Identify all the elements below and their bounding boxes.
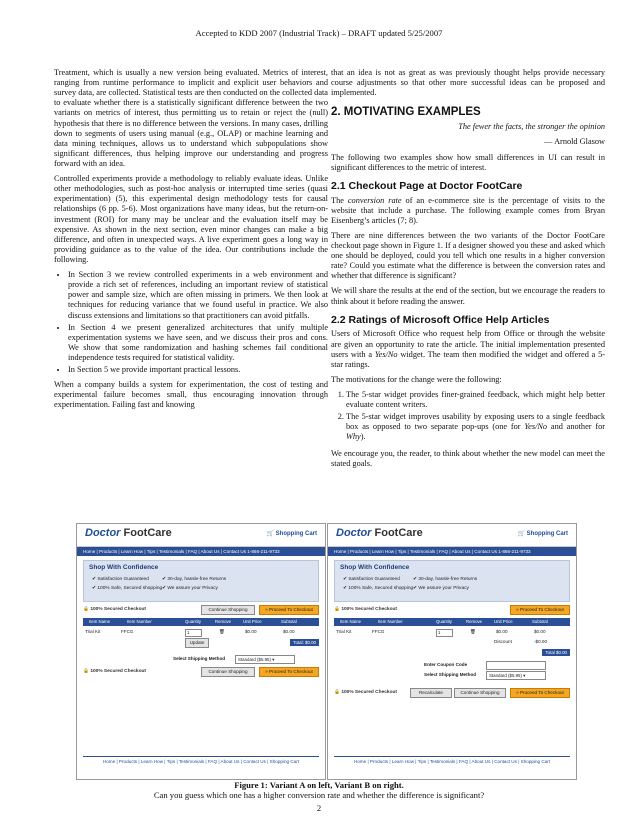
right-paragraph-1: that an idea is not as great as was previously thought helps provide necessary course adjustments so that other more successful ideas can be proposed and implemented. xyxy=(331,68,605,98)
shop-with-confidence-box xyxy=(83,560,319,602)
update-button[interactable]: Update xyxy=(185,638,209,648)
recalculate-button[interactable]: Recalculate xyxy=(410,688,452,698)
quantity-field[interactable]: 1 xyxy=(185,629,202,637)
shopping-cart-link[interactable]: 🛒 Shopping Cart xyxy=(266,531,317,537)
subtotal: $0.00 xyxy=(534,629,546,634)
col-header: Remove xyxy=(466,619,483,624)
secured-checkout-label: 🔒 100% Secured Checkout xyxy=(83,607,147,612)
secured-checkout-label: 🔒 100% Secured Checkout xyxy=(334,607,398,612)
guarantee-text: ✔ Satisfaction Guaranteed xyxy=(92,577,149,582)
cart-table-header xyxy=(83,618,319,626)
coupon-label: Enter Coupon Code xyxy=(424,662,468,667)
right-column xyxy=(331,68,605,474)
continue-shopping-button[interactable]: Continue Shopping xyxy=(454,688,506,698)
total-badge: Total: $0.00 xyxy=(290,639,319,646)
site-footer[interactable]: Home | Products | Learn How | Tips | Testimonials | FAQ | About Us | Contact Us | Shopping Cart xyxy=(334,756,570,773)
continue-shopping-button[interactable]: Continue Shopping xyxy=(201,605,255,615)
box-title: Shop With Confidence xyxy=(340,564,410,571)
site-logo: Doctor FootCare xyxy=(85,527,172,539)
table-row xyxy=(83,627,319,637)
right-paragraph-5: We will share the results at the end of the section, but we encourage the readers to think about it before reading the answer. xyxy=(331,286,605,306)
left-paragraph-2: Controlled experiments provide a methodology to reliably evaluate ideas. Unlike other methodologies, such as post-hoc analysis or interrupted time series (quasi experimentation) (5), this experimental design methodology tests for causal relationships (6 pp. 5-6). Most organizations have many ideas, but the return-on-investment (ROI) for many may be unclear and the evaluation itself may be expensive. As shown in the next section, even minor changes can make a big difference, and often in unexpected ways. A live experiment goes a long way in providing guidance as to the value of the idea. Our contributions include the following. xyxy=(54,174,328,264)
figure-caption xyxy=(0,780,638,801)
shipping-select[interactable]: Standard ($5.95) ▾ xyxy=(486,671,546,680)
right-paragraph-4: There are nine differences between the two variants of the Doctor FootCare checkout page shown in Figure 1. If a designer showed you these and asked which one should be deployed, could you tell which one results in a higher conversion rate? Could you estimate what the difference is between the conversion rates and whether that difference is significant? xyxy=(331,230,605,281)
total-badge: Total $0.00 xyxy=(542,649,570,656)
site-header xyxy=(77,524,325,547)
caption-title: Figure 1: Variant A on left, Variant B on right. xyxy=(234,780,404,790)
shipping-label: Select Shipping Method xyxy=(424,672,477,677)
motivations-list xyxy=(331,390,605,443)
left-paragraph-3: When a company builds a system for experimentation, the cost of testing and experimental failure becomes small, thus encouraging innovation through experimentation. Failing fast and knowing xyxy=(54,380,328,410)
guarantee-text: ✔ 30-day, hassle-free Returns xyxy=(413,577,478,582)
running-header: Accepted to KDD 2007 (Industrial Track) – DRAFT updated 5/25/2007 xyxy=(195,28,443,38)
right-paragraph-8: We encourage you, the reader, to think about whether the new model can meet the stated goals. xyxy=(331,448,605,468)
shop-with-confidence-box xyxy=(334,560,570,602)
site-nav: Home | Products | Learn How | Tips | Testimonials | FAQ | About Us | Contact Us 1-866-211-9733 xyxy=(328,547,576,556)
col-header: Unit Price xyxy=(243,619,262,624)
right-paragraph-3: The conversion rate of an e-commerce site is the percentage of visits to the website that include a purchase. The following example comes from Bryan Eisenberg’s articles (7; 8). xyxy=(331,195,605,225)
col-header: Quantity xyxy=(185,619,202,624)
secured-checkout-label: 🔒 100% Secured Checkout xyxy=(334,690,398,695)
list-item: • In Section 5 we provide important practical lessons. xyxy=(68,365,328,375)
shipping-row xyxy=(83,655,319,664)
guarantee-text: ✔ 100% Safe, Secured shopping xyxy=(92,586,163,591)
variant-b-screenshot xyxy=(327,523,577,780)
col-header: Remove xyxy=(215,619,232,624)
right-paragraph-6: Users of Microsoft Office who request help from Office or through the website are given an opportunity to rate the article. The initial implementation presented users with a Yes/No widget. The team then modified the widget and offered a 5-star ratings. xyxy=(331,329,605,369)
left-column xyxy=(54,68,328,416)
checkout-bar-top xyxy=(334,605,570,615)
item-number: FFCG xyxy=(372,629,385,634)
list-item: • In Section 3 we review controlled experiments in a web environment and provide a rich set of references, including an important review of statistical power and sample size, which are often missing in primers. We then look at techniques for reducing variance that we found useful in practice. We also discuss extensions and limitations so that practitioners can avoid pitfalls. xyxy=(68,270,328,321)
table-row xyxy=(334,627,570,637)
proceed-checkout-button[interactable]: » Proceed To Checkout xyxy=(259,667,319,677)
guarantee-text: ✔ 100% Safe, Secured shopping xyxy=(343,586,414,591)
total-row xyxy=(334,648,570,657)
remove-icon[interactable]: 🗑 xyxy=(219,629,225,634)
caption-text: Can you guess which one has a higher conversion rate and whether the difference is significant? xyxy=(153,790,485,801)
shopping-cart-link[interactable]: 🛒 Shopping Cart xyxy=(517,531,568,537)
secured-checkout-label: 🔒 100% Secured Checkout xyxy=(83,669,147,674)
col-header: Unit Price xyxy=(494,619,513,624)
guarantee-text: ✔ We assure your Privacy xyxy=(413,586,469,591)
variant-a-screenshot xyxy=(76,523,326,780)
proceed-checkout-button[interactable]: » Proceed To Checkout xyxy=(259,605,319,615)
list-item: 2. The 5-star widget improves usability by exposing users to a single feedback box as opposed to two separate pop-ups (one for Yes/No and another for Why). xyxy=(346,412,605,442)
discount-label: Discount xyxy=(494,639,512,644)
coupon-row xyxy=(334,661,570,670)
box-title: Shop With Confidence xyxy=(89,564,159,571)
quantity-field[interactable]: 1 xyxy=(436,629,453,637)
right-paragraph-2: The following two examples show how small differences in UI can result in significant differences to the metric of interest. xyxy=(331,152,605,172)
shipping-select[interactable]: Standard ($5.95) ▾ xyxy=(235,655,295,664)
shipping-row xyxy=(334,671,570,680)
unit-price: $0.00 xyxy=(496,629,508,634)
list-item: • In Section 4 we present generalized architectures that unify multiple experimentation systems we have seen, and we discuss their pros and cons. We show that some randomization and hashing schemes fail conditional independence tests required for statistical validity. xyxy=(68,323,328,363)
checkout-bar-bottom xyxy=(83,667,319,677)
left-paragraph-1: Treatment, which is usually a new version being evaluated. Metrics of interest, ranging from runtime performance to implicit and explicit user behaviors and survey data, are collected. Statistical tests are then conducted on the collected data to evaluate whether there is a statistically significant difference between the two variants on metrics of interest, thus permitting us to retain or reject the (null) hypothesis that there is no difference between the versions. In many cases, drilling down to segments of users using manual (e.g., OLAP) or machine learning and data mining techniques, allows us to understand which subpopulations show significant differences, thus helping improve our understanding and progress forward with an idea. xyxy=(54,68,328,168)
col-header: Item Name xyxy=(340,619,362,624)
guarantee-text: ✔ Satisfaction Guaranteed xyxy=(343,577,400,582)
item-number: FFCG xyxy=(121,629,134,634)
proceed-checkout-button[interactable]: » Proceed To Checkout xyxy=(510,688,570,698)
item-name: Trial Kit xyxy=(336,629,352,634)
subtotal: $0.00 xyxy=(283,629,295,634)
item-name: Trial Kit xyxy=(85,629,101,634)
site-logo: Doctor FootCare xyxy=(336,527,423,539)
section-heading: 2. MOTIVATING EXAMPLES xyxy=(331,106,481,119)
contributions-list xyxy=(54,270,328,375)
cart-table-header xyxy=(334,618,570,626)
col-header: Item Number xyxy=(127,619,152,624)
epigraph-attribution: — Arnold Glasow xyxy=(544,137,605,147)
page-number: 2 xyxy=(316,803,322,813)
discount-row xyxy=(334,638,570,647)
col-header: Subtotal xyxy=(281,619,297,624)
guarantee-text: ✔ We assure your Privacy xyxy=(162,586,218,591)
site-nav: Home | Products | Learn How | Tips | Testimonials | FAQ | About Us | Contact Us 1-866-211-9733 xyxy=(77,547,325,556)
checkout-bar-bottom xyxy=(334,688,570,698)
col-header: Item Name xyxy=(89,619,111,624)
remove-icon[interactable]: 🗑 xyxy=(470,629,476,634)
discount-value: -$0.00 xyxy=(534,639,548,644)
right-paragraph-7: The motivations for the change were the following: xyxy=(331,374,502,384)
coupon-input[interactable] xyxy=(486,661,546,670)
continue-shopping-button[interactable]: Continue Shopping xyxy=(201,667,255,677)
site-footer[interactable]: Home | Products | Learn How | Tips | Testimonials | FAQ | About Us | Contact Us | Shopping Cart xyxy=(83,756,319,773)
unit-price: $0.00 xyxy=(245,629,257,634)
col-header: Quantity xyxy=(436,619,453,624)
update-row xyxy=(83,638,319,647)
list-item: 1. The 5-star widget provides finer-grained feedback, which might help better evaluate content writers. xyxy=(346,390,605,410)
subsection-heading-2-2: 2.2 Ratings of Microsoft Office Help Articles xyxy=(331,313,550,326)
subsection-heading-2-1: 2.1 Checkout Page at Doctor FootCare xyxy=(331,179,523,192)
shipping-label: Select Shipping Method xyxy=(173,656,226,661)
epigraph-quote: The fewer the facts, the stronger the opinion xyxy=(458,122,605,132)
guarantee-text: ✔ 30-day, hassle-free Returns xyxy=(162,577,227,582)
site-header xyxy=(328,524,576,547)
proceed-checkout-button[interactable]: » Proceed To Checkout xyxy=(510,605,570,615)
col-header: Subtotal xyxy=(532,619,548,624)
col-header: Item Number xyxy=(378,619,403,624)
checkout-bar-top xyxy=(83,605,319,615)
